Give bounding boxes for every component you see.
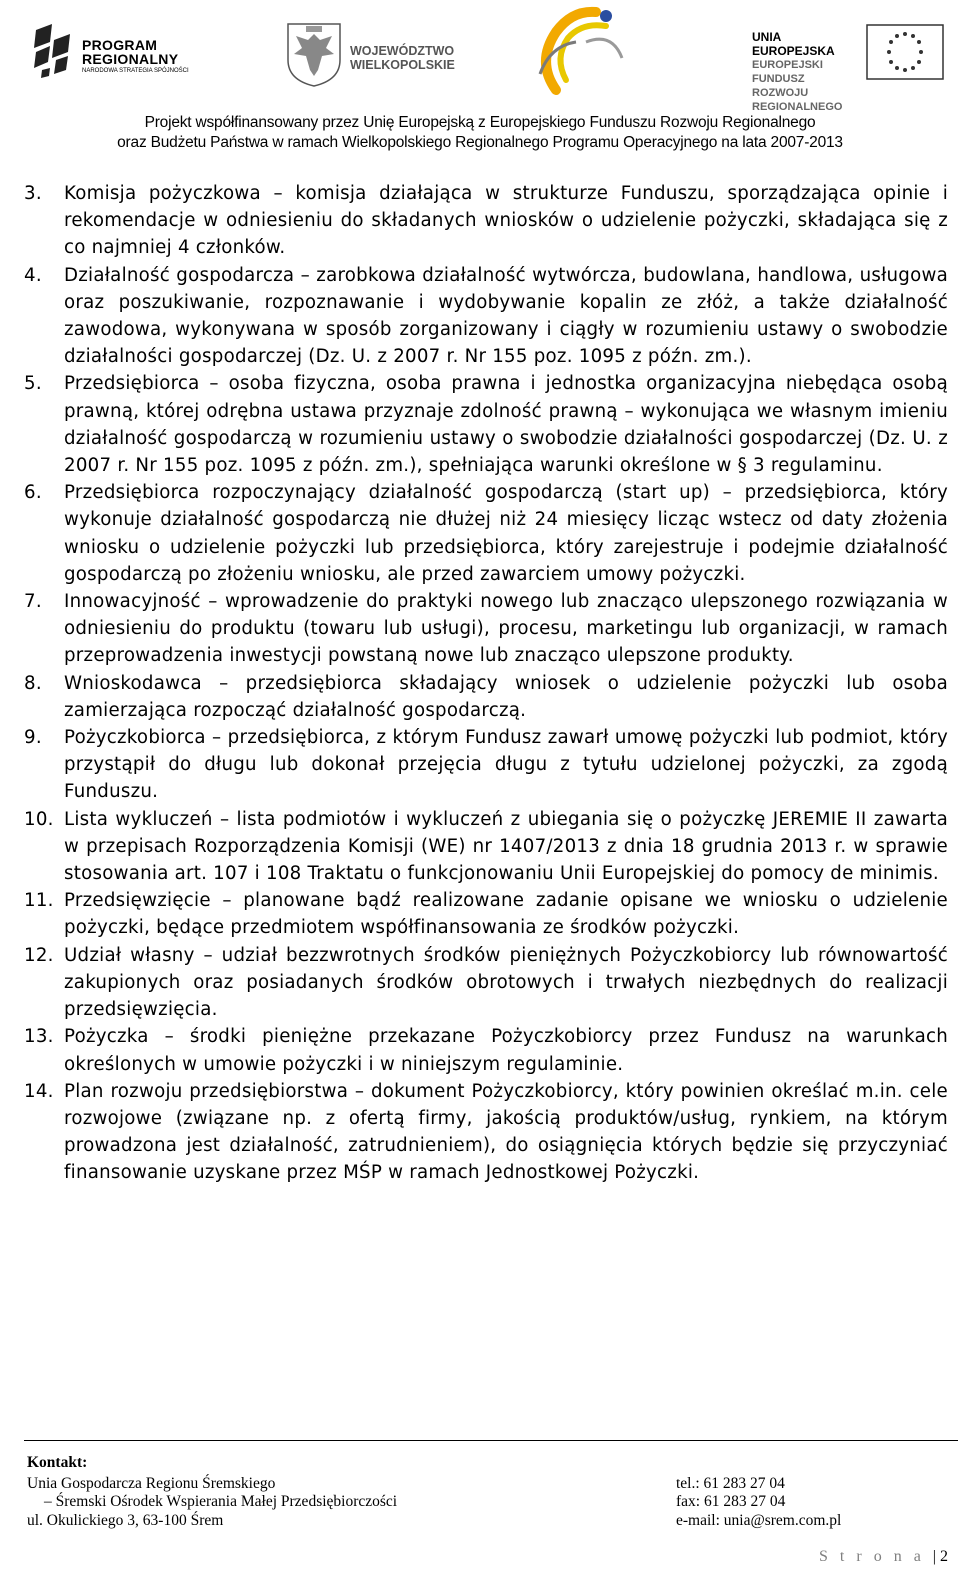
wojewodztwo-logo-line1: WOJEWÓDZTWO [350,44,455,58]
page-number: S t r o n a |2 [819,1548,948,1565]
ue-logo-line1: UNIA EUROPEJSKA [752,30,835,58]
item-text: Plan rozwoju przedsiębiorstwa – dokument Pożyczkobiorcy, który powinien określać m.in. cele rozwojowe (związane np. z ofertą firmy, jakością produktów/usług, rynkiem, na którym prowadzona jest działalność, zatrudnieniem), do osiągnięcia których będzie się przyczyniać finansowanie uzyskane przez MŚP w ramach Jednostkowej Pożyczki. [64,1080,948,1184]
program-logo-line1: PROGRAM [82,37,158,53]
item-text: Lista wykluczeń – lista podmiotów i wykluczeń z ubiegania się o pożyczkę JEREMIE II zawarta w przepisach Rozporządzenia Komisji (WE) nr 1407/2013 z dnia 18 grudnia 2013 r. w sprawie stosowania art. 107 i 108 Traktatu o funkcjonowaniu Unii Europejskiej do pomocy de minimis. [64,808,948,885]
item-number: 5. [24,373,42,395]
wojewodztwo-logo-line2: WIELKOPOLSKIE [350,58,455,72]
definition-item [24,1023,948,1077]
contact-fax: fax: 61 283 27 04 [676,1493,786,1510]
item-number: 8. [24,672,42,694]
contact-org-line1: Unia Gospodarcza Regionu Śremskiego [27,1475,276,1492]
item-number: 3. [24,183,42,204]
item-text: Przedsięwzięcie – planowane bądź realizowane zadanie opisane we wniosku o udzielenie pożyczki, będące przedmiotem współfinansowania ze środków pożyczki. [64,890,948,939]
contact-org-line2: – Śremski Ośrodek Wspierania Małej Przedsiębiorczości [44,1493,398,1510]
item-text: Przedsiębiorca – osoba fizyczna, osoba prawna i jednostka organizacyjna niebędąca osobą prawną, której odrębna ustawa przyznaje zdolność prawną – wykonująca we własnym imieniu działalność gospodarczą w rozumieniu ustawy o swobodzie działalności gospodarczej (Dz. U. z 2007 r. Nr 155 poz. 1095 z późn. zm.), spełniająca warunki określone w § 3 regulaminu. [64,373,948,477]
program-regionalny-emblem-icon [30,22,78,78]
definition-item [24,180,948,262]
project-cofinancing-line2: oraz Budżetu Państwa w ramach Wielkopolskiego Regionalnego Programu Operacyjnego na lata 2007-2013 [117,134,843,151]
contact-label: Kontakt: [27,1454,88,1471]
footer-divider [24,1440,958,1441]
item-text: Wnioskodawca – przedsiębiorca składający wniosek o udzielenie pożyczki lub osoba zamierzająca rozpocząć działalność gospodarczą. [64,672,948,721]
item-number: 11. [24,890,54,912]
definition-item [24,370,948,479]
definition-item [24,724,948,806]
definition-item [24,806,948,888]
page-label: S t r o n a [819,1548,925,1565]
wielkopolska-ribbon-icon [526,2,630,98]
contact-address: ul. Okulickiego 3, 63-100 Śrem [27,1512,224,1529]
program-logo-line3: NARODOWA STRATEGIA SPÓJNOŚCI [82,68,189,74]
item-text: Pożyczkobiorca – przedsiębiorca, z którym Fundusz zawarł umowę pożyczki lub podmiot, który przystąpił do długu lub dokonał przejęcia długu z tytułu udzielonej pożyczki, za zgodą Funduszu. [64,727,948,803]
unia-europejska-logo [752,24,952,113]
item-text: Udział własny – udział bezzwrotnych środków pieniężnych Pożyczkobiorcy lub równowartość zakupionych oraz posiadanych środków obrotowych i trwałych niezbędnych do realizacji przedsięwzięcia. [64,944,948,1021]
definition-item [24,887,948,941]
item-text: Innowacyjność – wprowadzenie do praktyki nowego lub znacząco ulepszonego rozwiązania w odniesieniu do produktu (towaru lub usługi), procesu, marketingu lub organizacji, w ramach przeprowadzenia inwestycji powstaną nowe lub znacząco ulepszone produkty. [64,591,948,667]
item-number: 14. [24,1080,54,1102]
item-text: Przedsiębiorca rozpoczynający działalność gospodarczą (start up) – przedsiębiorca, który wykonuje działalność gospodarczą nie dłużej niż 24 miesięcy licząc wstecz od daty złożenia wniosku o udzielenie pożyczki lub przedsiębiorca, który zarejestruje i podejmie działalność gospodarczą po złożeniu wniosku, ale przed zawarciem umowy pożyczki. [64,482,948,585]
definition-item [24,942,948,1024]
item-number: 13. [24,1026,54,1048]
definitions-list [24,180,948,1187]
definition-item [24,1078,948,1187]
item-number: 7. [24,591,42,613]
item-number: 12. [24,944,54,966]
contact-email-link[interactable]: e-mail: unia@srem.com.pl [676,1512,842,1529]
item-text: Komisja pożyczkowa – komisja działająca w strukturze Funduszu, sporządzająca opinie i rekomendacje w odniesieniu do składanych wniosków o udzielenie pożyczki, składająca się z co najmniej 4 członków. [64,183,948,259]
item-number: 6. [24,482,42,504]
project-cofinancing-line1: Projekt współfinansowany przez Unię Europejską z Europejskiego Funduszu Rozwoju Regionalnego [144,114,816,131]
program-logo-line2: REGIONALNY [82,51,179,67]
definition-item [24,262,948,371]
program-regionalny-logo [30,22,210,82]
definition-item [24,479,948,588]
ue-logo-line2: EUROPEJSKI FUNDUSZ [752,59,823,85]
wielkopolska-emblem-logo [526,2,630,98]
item-text: Działalność gospodarcza – zarobkowa działalność wytwórcza, budowlana, handlowa, usługowa oraz poszukiwanie, rozpoznawanie i wydobywanie kopalin ze złóż, a także działalność zawodowa, wykonywana w sposób zorganizowany i ciągły w rozumieniu ustawy o swobodzie działalności gospodarczej (Dz. U. z 2007 r. Nr 155 poz. 1095 z późn. zm.). [64,264,948,368]
page-number-value: 2 [940,1548,948,1565]
item-number: 4. [24,264,42,286]
eu-flag-icon [866,24,944,80]
contact-tel: tel.: 61 283 27 04 [676,1475,785,1492]
item-number: 9. [24,727,42,749]
item-text: Pożyczka – środki pieniężne przekazane Pożyczkobiorcy przez Fundusz na warunkach określonych w umowie pożyczki i w niniejszym regulaminie. [64,1026,948,1075]
definition-item [24,670,948,724]
wojewodztwo-wielkopolskie-logo [284,20,454,90]
definition-item [24,588,948,670]
item-number: 10. [24,808,54,830]
page-header [0,0,960,160]
eagle-coat-of-arms-icon [284,20,344,88]
ue-logo-line3: ROZWOJU REGIONALNEGO [752,87,843,113]
